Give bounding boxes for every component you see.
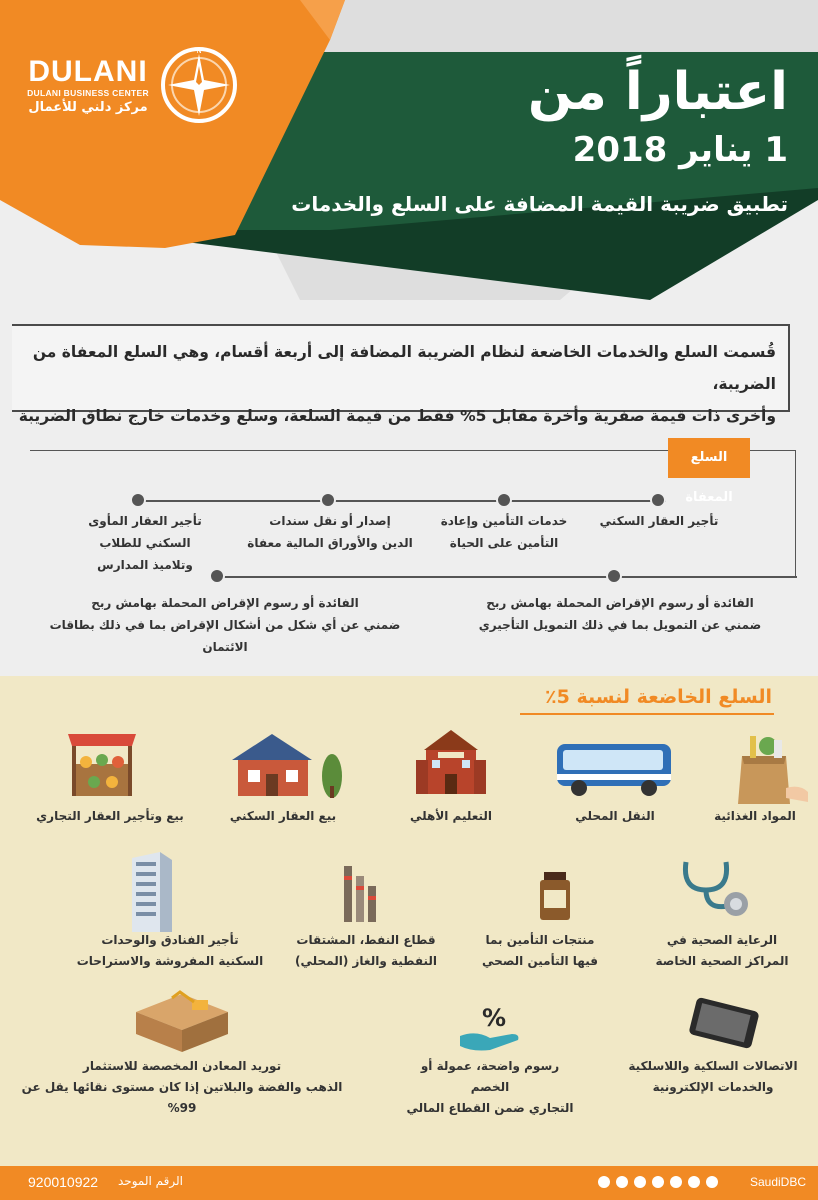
taxed-item-label: الاتصالات السلكية واللاسلكية والخدمات الإلكترونية — [628, 1059, 798, 1094]
svg-text:N: N — [196, 47, 202, 55]
logo-wordmark: DULANI — [28, 55, 148, 88]
taxed-item-label: توريد المعادن المخصصة للاستثمار الذهب والفضة والبلاتين إذا كان مستوى نقائها يقل عن 99% — [21, 1059, 343, 1115]
taxed-item-label: قطاع النفط، المشتقات النفطية والغاز (المحلي) — [295, 933, 437, 968]
compass-logo-icon — [158, 44, 240, 126]
exempt-item: تأجير العقار المأوى السكني للطلاب وتلاميذ المدارس — [88, 514, 202, 572]
exempt-row-1-line — [136, 500, 666, 502]
footer-phone-label: الرقم الموحد — [118, 1174, 183, 1188]
taxed-item-label: بيع وتأجير العقار التجاري — [36, 809, 184, 823]
grocery-bag-icon — [728, 728, 808, 806]
medicine-bottle-icon — [538, 872, 572, 920]
email-icon[interactable] — [634, 1176, 646, 1188]
instagram-icon[interactable] — [706, 1176, 718, 1188]
stethoscope-icon — [676, 856, 756, 920]
factory-chimneys-icon — [340, 856, 380, 922]
taxed-item-label: منتجات التأمين بما فيها التأمين الصحي — [482, 933, 598, 968]
mining-excavator-icon — [132, 990, 232, 1054]
taxed-item-label: التعليم الأهلي — [409, 809, 493, 823]
footer-social-handle[interactable]: SaudiDBC — [749, 1175, 806, 1189]
taxed-item-label: تأجير الفنادق والوحدات السكنية المفروشة والاستراحات — [76, 933, 264, 968]
intro-box — [12, 324, 790, 425]
taxed-item-label: المواد الغذائية — [714, 809, 796, 823]
footer-phone[interactable]: 920010922 — [28, 1174, 99, 1190]
timeline-dot — [606, 568, 622, 584]
logo-arabic-name: مركز دلني للأعمال — [28, 100, 148, 115]
percent-hand-icon — [456, 1002, 524, 1054]
intro-line-1: قُسمت السلع والخدمات الخاضعة لنظام الضريبة المضافة إلى أربعة أقسام، وهي السلع المعفاة من الضريبة، — [32, 343, 776, 393]
timeline-dot — [130, 492, 146, 508]
house-icon — [228, 730, 348, 798]
exempt-row-2-line — [217, 576, 797, 578]
school-icon — [412, 728, 490, 798]
youtube-icon[interactable] — [616, 1176, 628, 1188]
exempt-item: إصدار أو نقل سندات الدين والأوراق المالية معفاة — [247, 514, 413, 550]
taxed-title-underline — [520, 713, 774, 715]
taxed-item-label: النقل المحلي — [575, 809, 655, 823]
taxed-section-title: السلع الخاضعة لنسبة 5٪ — [545, 686, 772, 708]
logo — [18, 56, 158, 115]
headline: اعتباراً من — [527, 62, 788, 122]
exempt-item: خدمات التأمين وإعادة التأمين على الحياة — [440, 514, 568, 550]
linkedin-icon[interactable] — [652, 1176, 664, 1188]
timeline-dot — [496, 492, 512, 508]
taxed-item-label: الرعاية الصحية في المراكز الصحية الخاصة — [655, 933, 789, 968]
taxed-item-label: بيع العقار السكني — [229, 809, 337, 823]
taxed-item-label: رسوم واضحة، عمولة أو الخصم التجاري ضمن القطاع المالي — [406, 1059, 574, 1115]
exempt-item: الفائدة أو رسوم الإقراض المحملة بهامش ربح ضمني عن التمويل بما في ذلك التمويل التأجيري — [478, 596, 762, 632]
hotel-building-icon — [126, 852, 174, 932]
exempt-item: تأجير العقار السكني — [599, 514, 719, 528]
facebook-icon[interactable] — [670, 1176, 682, 1188]
svg-text:%: % — [481, 1004, 507, 1032]
timeline-dot — [650, 492, 666, 508]
logo-subtitle: DULANI BUSINESS CENTER — [27, 88, 149, 98]
market-stall-icon — [66, 730, 138, 802]
twitter-icon[interactable] — [688, 1176, 700, 1188]
headline-subtitle: تطبيق ضريبة القيمة المضافة على السلع والخدمات — [291, 192, 788, 216]
exempt-item: الفائدة أو رسوم الإقراض المحملة بهامش ربح ضمني عن أي شكل من أشكال الإقراض بما في ذلك بطاقات الائتمان — [49, 596, 401, 654]
bus-icon — [555, 740, 675, 798]
footer-bar — [0, 1166, 818, 1200]
timeline-dot — [320, 492, 336, 508]
smartphone-icon — [686, 996, 762, 1050]
headline-date: 1 يناير 2018 — [572, 130, 788, 170]
intro-line-2: وأخرى ذات قيمة صفرية وأخرة مقابل 5% فقط من قيمة السلعة، وسلع وخدمات خارج نطاق الضريبة — [18, 407, 776, 425]
snapchat-icon[interactable] — [598, 1176, 610, 1188]
exempt-tag: السلع المعفاة — [668, 438, 750, 478]
